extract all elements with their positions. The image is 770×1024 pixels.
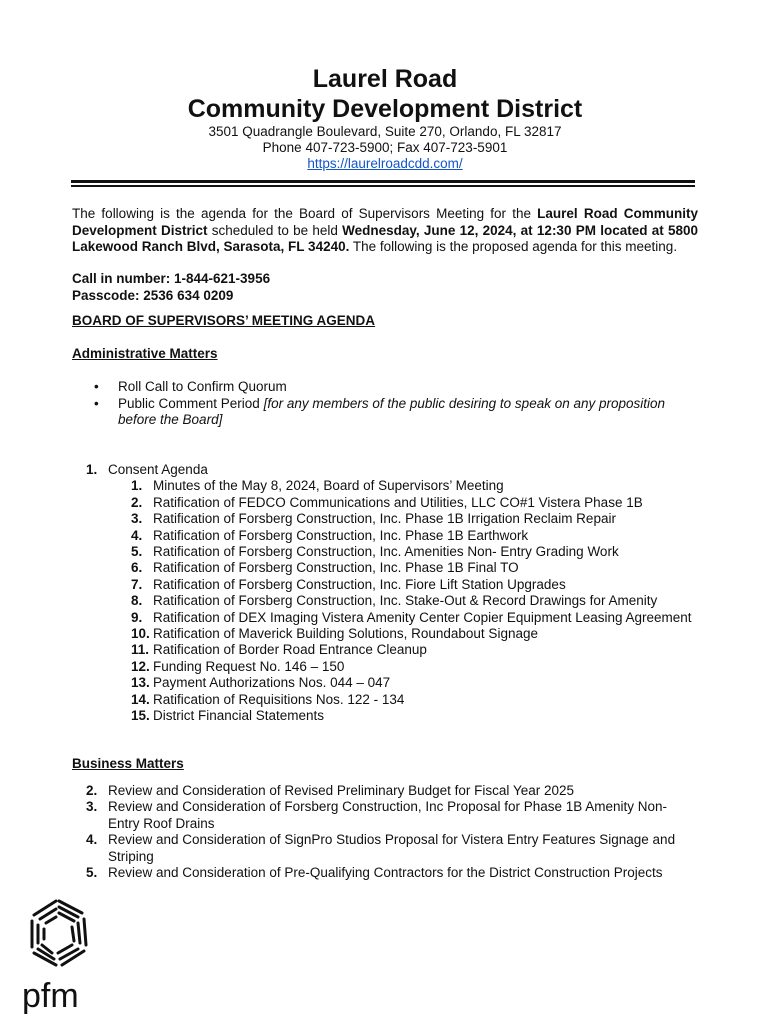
- list-item: [131, 675, 706, 691]
- passcode: Passcode: 2536 634 0209: [72, 288, 234, 303]
- intro-text-2: scheduled to be held: [207, 222, 343, 238]
- list-item: [131, 708, 706, 724]
- website-link[interactable]: https://laurelroadcdd.com/: [307, 156, 463, 171]
- item-number: 11.: [131, 642, 150, 658]
- list-item: [131, 659, 706, 675]
- list-item: [86, 832, 696, 865]
- item-number: 10.: [131, 626, 150, 642]
- list-item: [86, 783, 696, 799]
- call-in-number: Call in number: 1-844-621-3956: [72, 271, 271, 286]
- list-item: [131, 478, 706, 494]
- district-title-line1: Laurel Road: [312, 65, 458, 93]
- item-number: 15.: [131, 708, 150, 724]
- intro-text-3: The following is the proposed agenda for this meeting.: [349, 239, 678, 254]
- item-number: 4.: [131, 527, 143, 543]
- item-number: 2.: [86, 783, 98, 798]
- intro-text-1: The following is the agenda for the Board of Supervisors Meeting for the: [72, 206, 538, 221]
- list-item: [90, 396, 690, 429]
- item-text: Ratification of Forsberg Construction, Inc. Fiore Lift Station Upgrades: [153, 576, 566, 592]
- item-number: 1.: [86, 462, 98, 477]
- consent-sub-list: [86, 478, 706, 724]
- item-label: Consent Agenda: [108, 462, 208, 477]
- item-text: Review and Consideration of Revised Preliminary Budget for Fiscal Year 2025: [108, 783, 575, 798]
- item-text: Ratification of Forsberg Construction, Inc. Phase 1B Final TO: [153, 560, 519, 576]
- intro-paragraph: [72, 206, 698, 256]
- list-item: [131, 511, 706, 527]
- pfm-logo-icon: [20, 895, 98, 1015]
- list-item: [90, 379, 690, 396]
- list-item: [131, 495, 706, 511]
- list-item: [131, 626, 706, 642]
- item-text: Ratification of FEDCO Communications and Utilities, LLC CO#1 Vistera Phase 1B: [153, 494, 643, 510]
- list-item: [131, 692, 706, 708]
- consent-agenda-title: [86, 462, 706, 478]
- pfm-logo-text: pfm: [22, 977, 79, 1015]
- item-number: 7.: [131, 576, 143, 592]
- item-text: Minutes of the May 8, 2024, Board of Supervisors’ Meeting: [153, 478, 504, 494]
- item-number: 6.: [131, 560, 143, 576]
- item-number: 3.: [86, 799, 98, 815]
- list-item: [131, 593, 706, 609]
- item-text: Ratification of Forsberg Construction, Inc. Stake-Out & Record Drawings for Amenity: [153, 593, 658, 609]
- list-item: [131, 544, 706, 560]
- item-text: Payment Authorizations Nos. 044 – 047: [153, 675, 391, 691]
- bullet-text: Roll Call to Confirm Quorum: [118, 379, 287, 394]
- item-number: 8.: [131, 593, 143, 609]
- agenda-heading: BOARD OF SUPERVISORS’ MEETING AGENDA: [72, 313, 376, 328]
- item-number: 3.: [131, 511, 143, 527]
- item-text: Ratification of Border Road Entrance Cleanup: [153, 642, 427, 658]
- pfm-logo: [20, 895, 98, 1015]
- intro-district-name: Laurel Road Community Development District: [72, 206, 699, 238]
- item-number: 14.: [131, 691, 150, 707]
- item-text: Review and Consideration of SignPro Studios Proposal for Vistera Entry Features Signage and Striping: [108, 832, 676, 864]
- item-text: Ratification of Maverick Building Solutions, Roundabout Signage: [153, 626, 538, 642]
- bullet-icon: •: [94, 395, 99, 411]
- item-text: District Financial Statements: [153, 708, 325, 724]
- item-text: Funding Request No. 146 – 150: [153, 658, 345, 674]
- item-text: Ratification of Forsberg Construction, Inc. Phase 1B Earthwork: [153, 527, 529, 543]
- bullet-text: Public Comment Period: [118, 395, 264, 411]
- administrative-list: [90, 379, 690, 429]
- business-list: [86, 783, 696, 881]
- item-text: Review and Consideration of Forsberg Construction, Inc Proposal for Phase 1B Amenity Non-Entry Roof Drains: [108, 799, 668, 831]
- item-text: Ratification of DEX Imaging Vistera Amenity Center Copier Equipment Leasing Agreement: [153, 609, 692, 625]
- consent-agenda: [86, 462, 706, 725]
- item-text: Ratification of Requisitions Nos. 122 - 134: [153, 691, 405, 707]
- phone-fax: Phone 407-723-5900; Fax 407-723-5901: [262, 140, 508, 155]
- item-number: 9.: [131, 609, 143, 625]
- business-heading: Business Matters: [72, 756, 184, 771]
- list-item: [131, 560, 706, 576]
- item-number: 5.: [131, 544, 143, 560]
- bullet-note: [for any members of the public desiring to speak on any proposition before the Board]: [118, 395, 666, 427]
- item-text: Ratification of Forsberg Construction, Inc. Amenities Non- Entry Grading Work: [153, 544, 619, 560]
- list-item: [86, 865, 696, 881]
- header-divider-thick: [71, 180, 695, 183]
- list-item: [131, 577, 706, 593]
- district-title-line2: Community Development District: [187, 95, 583, 123]
- intro-date-location: Wednesday, June 12, 2024, at 12:30 PM located at 5800 Lakewood Ranch Blvd, Sarasota, FL 34240.: [72, 222, 698, 254]
- item-number: 2.: [131, 494, 143, 510]
- item-text: Review and Consideration of Pre-Qualifying Contractors for the District Construction Projects: [108, 865, 663, 881]
- item-number: 12.: [131, 658, 150, 674]
- list-item: [86, 799, 696, 832]
- administrative-heading: Administrative Matters: [72, 346, 218, 361]
- bullet-icon: •: [94, 379, 99, 394]
- item-number: 13.: [131, 675, 150, 691]
- list-item: [131, 610, 706, 626]
- header-divider-thin: [71, 185, 695, 187]
- item-number: 1.: [131, 478, 143, 494]
- list-item: [131, 528, 706, 544]
- address: 3501 Quadrangle Boulevard, Suite 270, Orlando, FL 32817: [208, 124, 562, 139]
- list-item: [131, 642, 706, 658]
- item-number: 5.: [86, 865, 98, 881]
- item-text: Ratification of Forsberg Construction, Inc. Phase 1B Irrigation Reclaim Repair: [153, 511, 616, 527]
- item-number: 4.: [86, 832, 98, 848]
